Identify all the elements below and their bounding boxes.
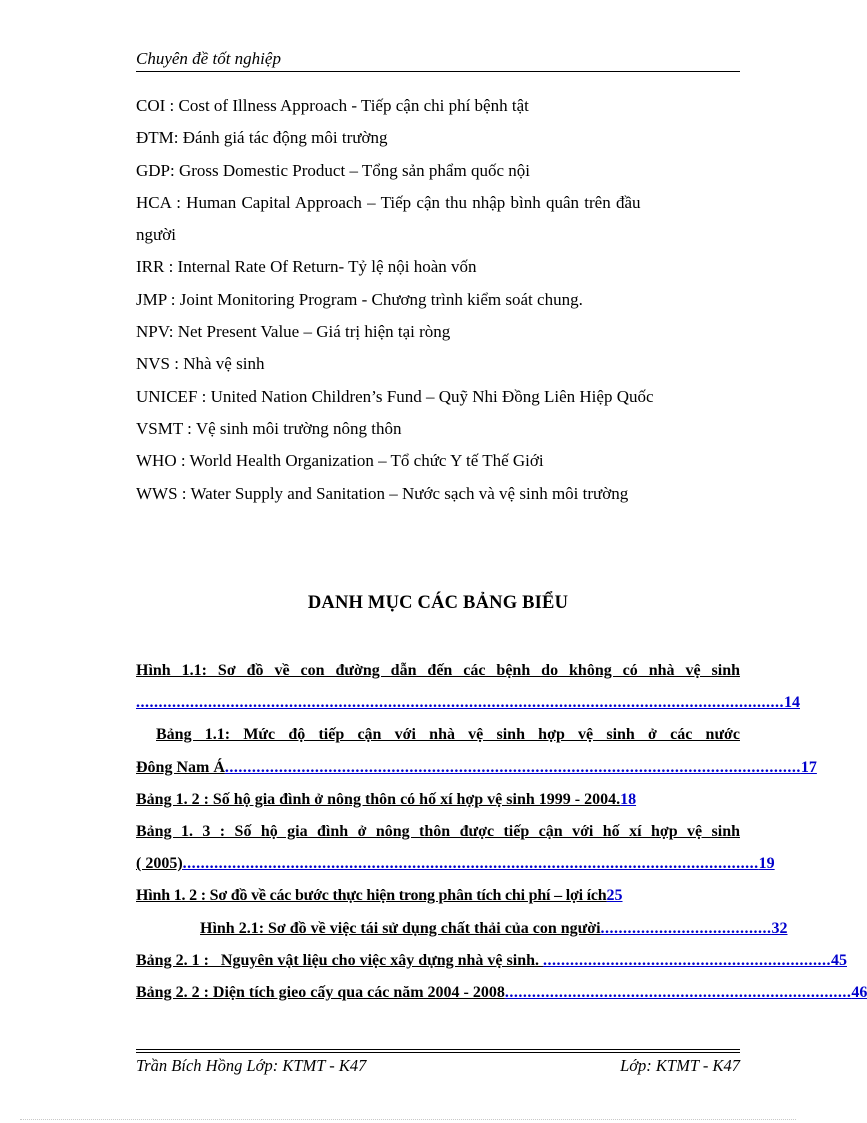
toc-entry-label: Hình 1.1: Sơ đồ về con đường dẫn đến các bệnh do không có nhà vệ sinh [136,662,740,679]
toc-entry-label: Bảng 2. 1 : Nguyên vật liệu cho việc xây dựng nhà vệ sinh. [136,951,543,969]
toc-dot-leader: ...................................... [600,919,772,937]
toc-dot-leader: ................................................................................................................................................ [136,694,784,712]
section-title: DANH MỤC CÁC BẢNG BIỂU [307,593,569,613]
toc-entry-leader[interactable] [136,848,775,880]
toc-page-number[interactable]: 19 [758,855,775,873]
toc-dot-leader: ................................................................................................................................ [182,855,759,873]
toc-page-number[interactable]: 45 [830,951,847,969]
toc-entry[interactable] [136,945,847,977]
toc-entry-text[interactable] [136,719,740,751]
toc-entry[interactable] [136,977,867,1009]
abbreviation-item: VSMT : Vệ sinh môi trường nông thôn [136,418,402,438]
toc-page-number[interactable]: 18 [620,790,637,808]
abbreviation-item: IRR : Internal Rate Of Return- Tỷ lệ nội hoàn vốn [136,257,477,277]
toc-entry[interactable] [136,880,740,912]
toc-page-number[interactable]: 25 [606,887,623,905]
page-footer [136,1055,740,1077]
abbreviation-item: WWS : Water Supply and Sanitation – Nước sạch và vệ sinh môi trường [136,483,629,503]
toc-entry[interactable] [136,913,788,945]
toc-dot-leader: ................................................................ [542,951,831,969]
toc-entry-leader[interactable] [136,752,817,784]
abbreviation-item: UNICEF : United Nation Children’s Fund – Quỹ Nhi Đồng Liên Hiệp Quốc [136,386,654,406]
toc-entry-label: Bảng 1. 2 : Số hộ gia đình ở nông thôn có hố xí hợp vệ sinh 1999 - 2004. [136,790,621,808]
abbreviation-item: ĐTM: Đánh giá tác động môi trường [136,128,388,148]
toc-dot-leader: ............................................................................. [504,983,852,1001]
abbreviation-item: COI : Cost of Illness Approach - Tiếp cận chi phí bệnh tật [136,96,529,115]
abbreviation-item: NPV: Net Present Value – Giá trị hiện tại ròng [136,322,451,342]
page-bottom-border [20,1119,796,1120]
toc-entry-label: Đông Nam Á [136,758,225,776]
toc-entry-label: Bảng 2. 2 : Diện tích gieo cấy qua các năm 2004 - 2008 [136,983,505,1001]
toc-page-number[interactable]: 14 [784,694,800,712]
abbreviation-list [136,90,736,510]
toc-entry-text[interactable] [136,816,740,848]
page-header [136,48,740,72]
abbreviation-item: HCA : Human Capital Approach – Tiếp cận thu nhập bình quân trên đầu [136,192,641,212]
toc-entry-label: Bảng 1.1: Mức độ tiếp cận với nhà vệ sinh hợp vệ sinh ở các nước [156,726,740,744]
toc-page-number[interactable]: 46 [851,983,867,1001]
toc-entry-text[interactable] [136,655,740,687]
toc-entry-leader[interactable] [136,687,800,719]
table-of-figures [136,655,867,1009]
toc-page-number[interactable]: 32 [771,919,788,937]
abbreviation-item: NVS : Nhà vệ sinh [136,354,265,374]
toc-entry-label: ( 2005) [136,855,183,873]
footer-left: Trần Bích Hồng Lớp: KTMT - K47 [136,1056,367,1075]
toc-entry[interactable] [136,784,740,816]
abbreviation-item: WHO : World Health Organization – Tổ chức Y tế Thế Giới [136,451,544,471]
toc-page-number[interactable]: 17 [800,758,817,776]
abbreviation-item: GDP: Gross Domestic Product – Tổng sản phẩm quốc nội [136,160,530,180]
footer-right: Lớp: KTMT - K47 [620,1056,740,1075]
toc-dot-leader: ................................................................................................................................ [224,758,801,776]
abbreviation-item: JMP : Joint Monitoring Program - Chương trình kiểm soát chung. [136,289,583,309]
header-title: Chuyên đề tốt nghiệp [136,49,281,68]
toc-entry-label: Hình 1. 2 : Sơ đồ về các bước thực hiện trong phân tích chi phí – lợi ích [136,887,607,905]
abbreviation-item: người [136,225,176,245]
footer-divider [136,1049,740,1053]
toc-entry-label: Bảng 1. 3 : Số hộ gia đình ở nông thôn được tiếp cận với hố xí hợp vệ sinh [136,822,740,840]
toc-entry-label: Hình 2.1: Sơ đồ về việc tái sử dụng chất thải của con người [200,919,601,937]
